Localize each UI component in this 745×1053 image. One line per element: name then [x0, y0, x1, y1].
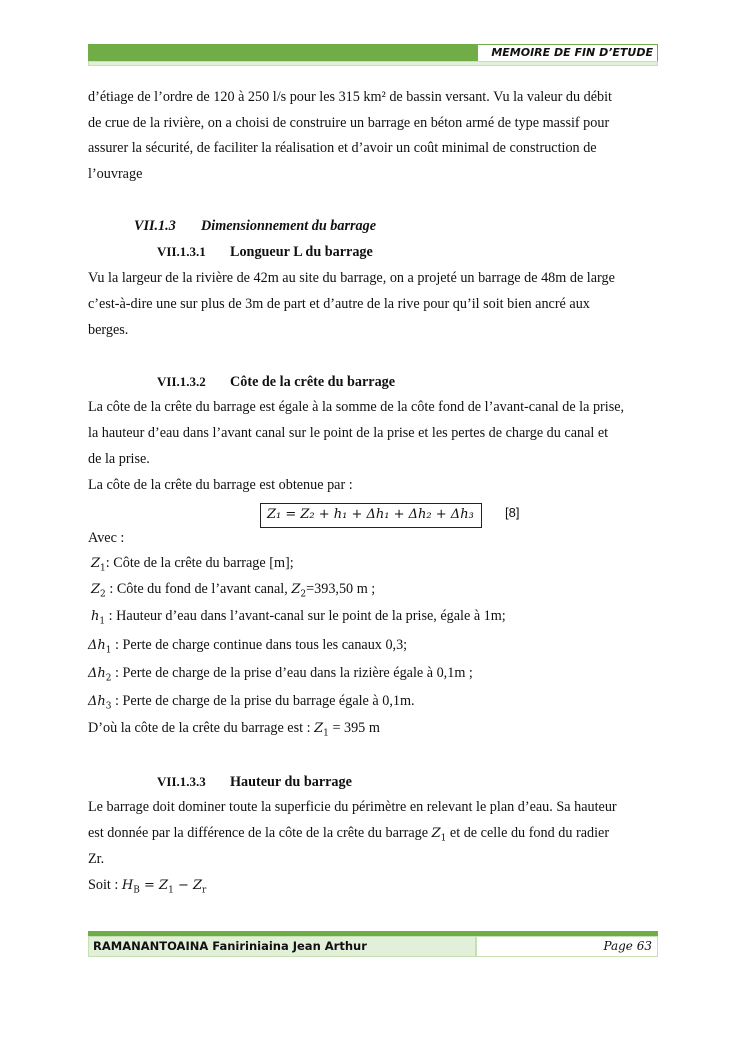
section-number: VII.1.3 — [134, 218, 176, 234]
paragraph-line: d’étiage de l’ordre de 120 à 250 l/s pour les 315 km² de bassin versant. Vu la valeur du débit — [88, 89, 613, 105]
definition-dh1: $\Delta h_1$ : Perte de charge continue dans tous les canaux 0,3; — [88, 637, 408, 656]
paragraph-line: Vu la largeur de la rivière de 42m au site du barrage, on a projeté un barrage de 48m de large — [88, 270, 615, 286]
paragraph-line: La côte de la crête du barrage est égale à la somme de la côte fond de l’avant-canal de la prise, — [88, 399, 625, 415]
header-strip — [88, 61, 658, 66]
header-title: MEMOIRE DE FIN D’ETUDE — [478, 45, 657, 61]
section-heading: Dimensionnement du barrage — [201, 218, 377, 234]
subsection-number: VII.1.3.1 — [157, 244, 206, 259]
avec-label: Avec : — [88, 530, 125, 546]
paragraph-line: c’est-à-dire une sur plus de 3m de part et d’autre de la rive pour qu’il soit bien ancré aux — [88, 296, 590, 312]
paragraph-line: Le barrage doit dominer toute la superficie du périmètre en relevant le plan d’eau. Sa hauteur — [88, 799, 617, 815]
reference-label: [8] — [505, 505, 520, 520]
subsection-heading: Hauteur du barrage — [230, 774, 352, 790]
definition-dh3: $\Delta h_3$ : Perte de charge de la prise du barrage égale à 0,1m. — [88, 693, 415, 712]
subsection-heading: Longueur L du barrage — [230, 244, 373, 260]
paragraph-line: la hauteur d’eau dans l’avant canal sur le point de la prise et les pertes de charge du canal et — [88, 425, 609, 441]
definition-z2: $Z_2$ : Côte du fond de l’avant canal, $Z_2=393,50$ m ; — [91, 581, 376, 600]
paragraph-line: est donnée par la différence de la côte de la crête du barrage $Z_1$ et de celle du fond du radier — [88, 825, 610, 844]
subsection-number: VII.1.3.3 — [157, 774, 206, 789]
definition-z1: $Z_1$: Côte de la crête du barrage [m]; — [91, 555, 294, 574]
paragraph-line: Zr. — [88, 851, 105, 867]
definition-dh2: $\Delta h_2$ : Perte de charge de la prise d’eau dans la rizière égale à 0,1m ; — [88, 665, 473, 684]
result-line: D’où la côte de la crête du barrage est : $Z_1 = 395$ m — [88, 720, 380, 739]
definition-h1: $h_1$ : Hauteur d’eau dans l’avant-canal sur le point de la prise, égale à 1m; — [91, 608, 506, 627]
footer-page-number: Page 63 — [476, 936, 658, 957]
subsection-number: VII.1.3.2 — [157, 374, 206, 389]
paragraph-line: de crue de la rivière, on a choisi de construire un barrage en béton armé de type massif pour — [88, 115, 610, 131]
subsection-heading: Côte de la crête du barrage — [230, 374, 396, 390]
paragraph-line: assurer la sécurité, de faciliter la réalisation et d’avoir un coût minimal de construction de — [88, 140, 597, 156]
paragraph-line: de la prise. — [88, 451, 150, 467]
footer-author: RAMANANTOAINA Faniriniaina Jean Arthur — [88, 936, 476, 957]
paragraph-line: La côte de la crête du barrage est obtenue par : — [88, 477, 353, 493]
paragraph-line: berges. — [88, 322, 129, 338]
soit-line: Soit : $H_B = Z_1 - Z_r$ — [88, 877, 207, 896]
formula-box: Z₁ = Z₂ + h₁ + Δh₁ + Δh₂ + Δh₃ — [260, 503, 482, 528]
paragraph-line: l’ouvrage — [88, 166, 143, 182]
